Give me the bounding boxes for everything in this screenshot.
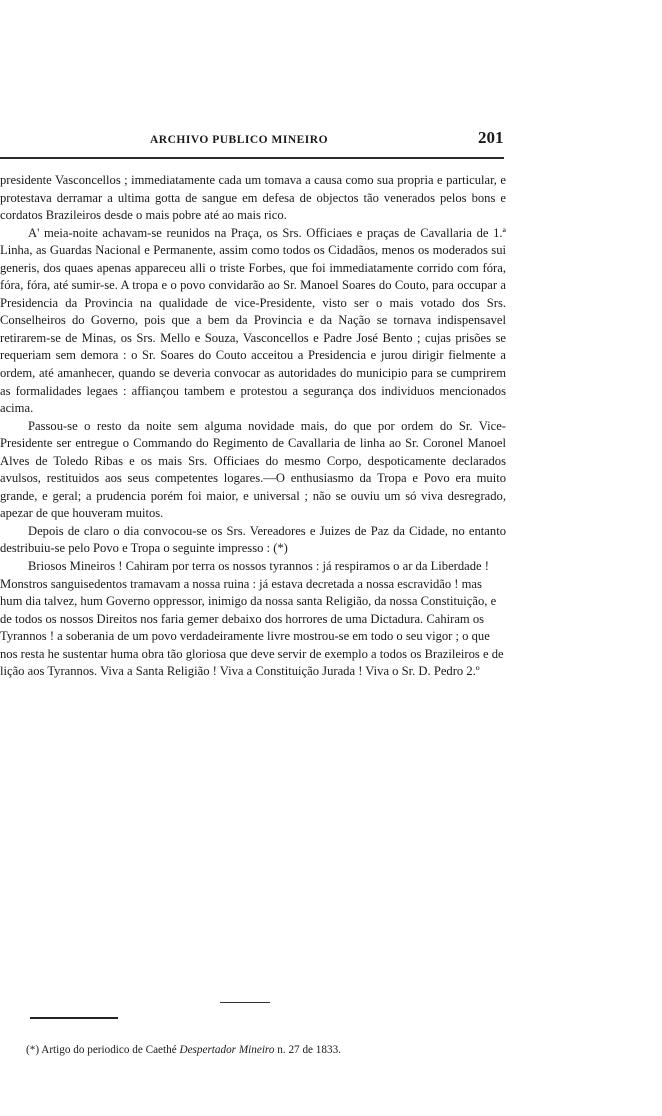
running-title: ARCHIVO PUBLICO MINEIRO xyxy=(150,134,329,146)
paragraph-3: Passou-se o resto da noite sem alguma novidade mais, do que por ordem do Sr. Vice-Presidente ser entregue o Commando do Regimento de Cavallaria de linha ao Sr. Coronel Manoel Alves de Toledo Ribas e os mais Srs. Officiaes do mesmo Corpo, despoticamente declarados avulsos, restituidos aos seus competentes logares.—O enthusiasmo da Tropa e Povo era muito grande, e geral; a prudencia porém foi maior, e universal ; não se ouviu um só viva desregrado, apezar de que houveram muitos. xyxy=(0,418,506,521)
body-text xyxy=(0,172,506,681)
section-end-rule xyxy=(220,1002,270,1003)
footnote-text-before: Artigo do periodico de Caethé xyxy=(41,1044,177,1056)
footnote-text-after: n. 27 de 1833. xyxy=(277,1044,341,1056)
paragraph-5-proclamation: Briosos Mineiros ! Cahiram por terra os nossos tyrannos : já respiramos o ar da Liberdade ! Monstros sanguisedentos tramavam a nossa ruina : já estava decretada a nossa escravidão ! mas hum dia talvez, hum Governo oppressor, inimigo da nossa santa Religião, da nossa Constituição, e de todos os nossos Direitos nos faria gemer debaixo dos horrores de uma Dictadura. Cahiram os Tyrannos ! a soberania de um povo verdadeiramente livre mostrou-se em todo o seu vigor ; o que nos resta he sustentar huma obra tão gloriosa que deve servir de exemplo a todos os Brazileiros e de lição aos Tyrannos. Viva a Santa Religião ! Viva a Constituição Jurada ! Viva o Sr. D. Pedro 2.º xyxy=(0,559,504,679)
running-head xyxy=(0,128,510,150)
footnote xyxy=(26,1044,506,1056)
paragraph-4: Depois de claro o dia convocou-se os Srs. Vereadores e Juizes de Paz da Cidade, no entanto destribuiu-se pelo Povo e Tropa o seguinte impresso : (*) xyxy=(0,523,506,556)
page-number: 201 xyxy=(478,128,504,147)
footnote-journal-title: Despertador Mineiro xyxy=(179,1044,275,1056)
header-rule xyxy=(0,157,504,159)
footnote-marker: (*) xyxy=(26,1044,40,1056)
paragraph-2: A' meia-noite achavam-se reunidos na Praça, os Srs. Officiaes e praças de Cavallaria de 1.ª Linha, as Guardas Nacional e Permanente, assim como todos os Cidadãos, menos os moderados sui generis, dos quaes apenas appareceu alli o triste Forbes, que foi immediatamente corrido com fóra, fóra, fóra, até sumir-se. A tropa e o povo convidarão ao Sr. Manoel Soares do Couto, para occupar a Presidencia da Provincia na qualidade de vice-Presidente, visto ser o mais votado dos Srs. Conselheiros do Governo, pois que a bem da Provincia e da Nação se tornava indispensavel retirarem-se de Minas, os Srs. Mello e Souza, Vasconcellos e Padre José Bento ; cujas prisões se requeriam sem demora : o Sr. Soares do Couto acceitou a Presidencia e jurou dirigir fielmente a ordem, até amanhecer, quando se deveria convocar as autoridades do municipio para se cumprirem as formalidades legaes : affiançou tambem e protestou a segurança dos individuos mencionados acima. xyxy=(0,225,506,416)
paragraph-1: presidente Vasconcellos ; immediatamente cada um tomava a causa como sua propria e particular, e protestava derramar a ultima gotta de sangue em defesa de objectos tão venerados pelos bons e cordatos Brazileiros desde o mais pobre até ao mais rico. xyxy=(0,173,506,223)
footnote-rule xyxy=(30,1017,118,1019)
